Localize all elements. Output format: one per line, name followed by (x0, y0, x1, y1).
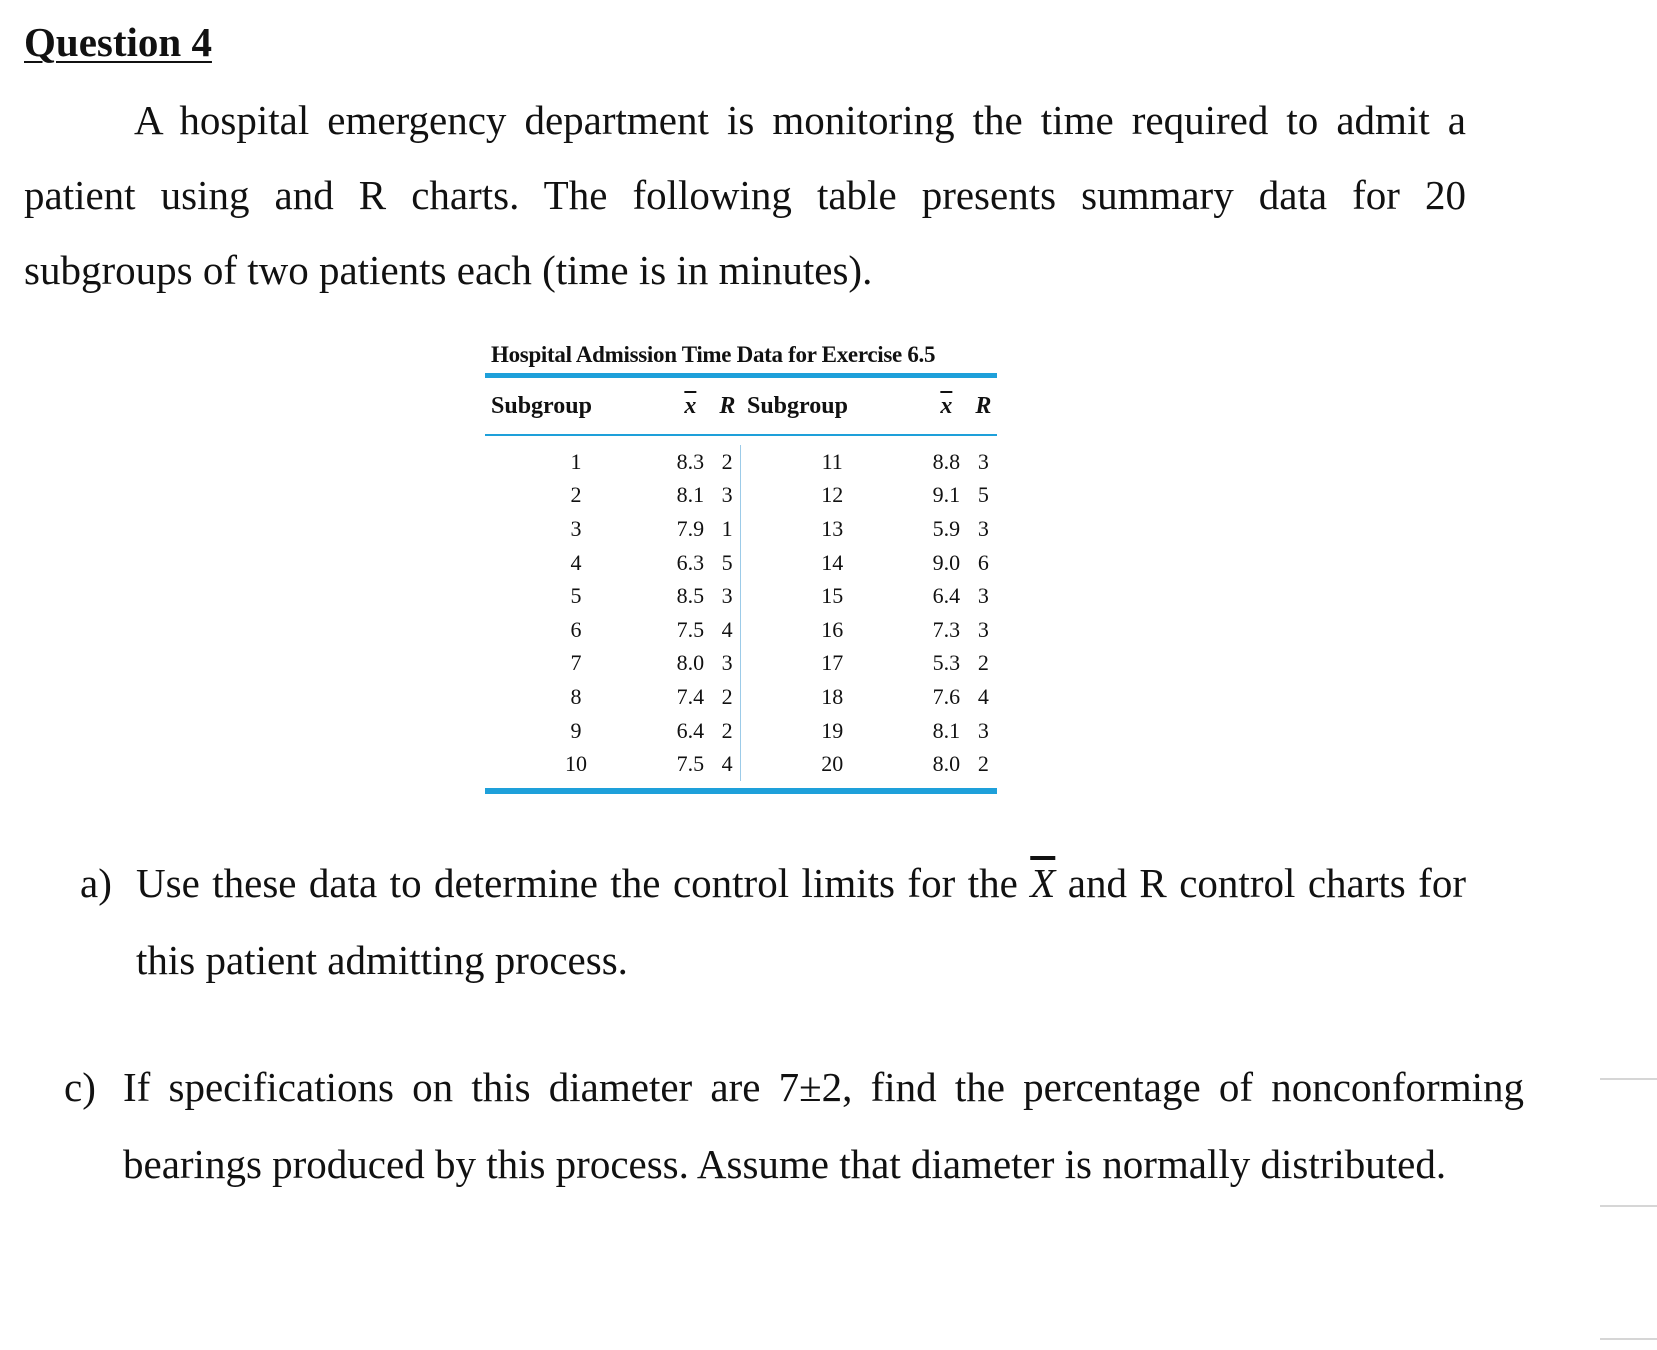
table-row (485, 579, 997, 613)
cell-subgroup: 9 (570, 717, 582, 743)
cell-range: 5 (977, 482, 989, 508)
cell-subgroup: 1 (570, 448, 582, 474)
cell-subgroup: 17 (821, 650, 844, 676)
cell-xbar: 7.9 (676, 515, 705, 541)
cell-xbar: 6.4 (932, 583, 961, 609)
cell-range: 3 (714, 647, 741, 681)
header-xbar-right: $\overline{x}$ (923, 376, 970, 436)
cell-range: 3 (977, 717, 989, 743)
cell-range: 3 (977, 448, 989, 474)
cell-xbar: 7.5 (676, 616, 705, 642)
cell-range: 4 (977, 683, 989, 709)
question-c (64, 1049, 1524, 1203)
xbar-symbol: $\overline{X}$ (1030, 860, 1056, 906)
cell-xbar: 5.9 (932, 515, 961, 541)
cell-subgroup: 4 (570, 549, 582, 575)
table-row (485, 714, 997, 748)
cell-subgroup: 10 (564, 751, 587, 777)
table-row (485, 613, 997, 647)
cell-xbar: 8.8 (932, 448, 961, 474)
cell-range: 3 (977, 515, 989, 541)
margin-rule (1600, 1078, 1657, 1080)
cell-subgroup: 16 (821, 616, 844, 642)
cell-range: 2 (714, 445, 741, 479)
cell-xbar: 8.0 (676, 650, 705, 676)
cell-xbar: 5.3 (932, 650, 961, 676)
cell-xbar: 8.5 (676, 583, 705, 609)
question-a-text: Use these data to determine the control limits for the $\overline{X}$ and R control charts for this patient admitting process. (136, 860, 1466, 983)
table-spacer (485, 781, 997, 791)
header-subgroup-left: Subgroup (485, 376, 667, 436)
cell-xbar: 9.1 (932, 482, 961, 508)
table-row (485, 647, 997, 681)
cell-subgroup: 7 (570, 650, 582, 676)
cell-xbar: 7.3 (932, 616, 961, 642)
cell-xbar: 9.0 (932, 549, 961, 575)
question-a (80, 845, 1466, 999)
cell-xbar: 6.3 (676, 549, 705, 575)
table-row (485, 680, 997, 714)
cell-range: 1 (714, 512, 741, 546)
table-spacer (485, 435, 997, 445)
table-row (485, 546, 997, 580)
cell-subgroup: 6 (570, 616, 582, 642)
table-row (485, 479, 997, 513)
cell-range: 2 (714, 714, 741, 748)
intro-paragraph: A hospital emergency department is monitoring the time required to admit a patient using and R charts. The following table presents summary data for 20 subgroups of two patients each (time is in minutes). (24, 97, 1466, 293)
cell-subgroup: 8 (570, 683, 582, 709)
table-row (485, 445, 997, 479)
cell-subgroup: 14 (821, 549, 844, 575)
question-c-text: If specifications on this diameter are 7±2, find the percentage of nonconforming bearings produced by this process. Assume that diameter is normally distributed. (123, 1064, 1524, 1187)
table-title: Hospital Admission Time Data for Exercise 6.5 (491, 342, 936, 367)
cell-subgroup: 11 (821, 448, 843, 474)
header-xbar-left: $\overline{x}$ (667, 376, 714, 436)
question-c-label: c) (64, 1064, 96, 1110)
cell-xbar: 8.1 (932, 717, 961, 743)
cell-xbar: 6.4 (676, 717, 705, 743)
cell-range: 2 (977, 751, 989, 777)
header-subgroup-right: Subgroup (741, 376, 923, 436)
table-row (485, 512, 997, 546)
cell-subgroup: 18 (821, 683, 844, 709)
margin-rule (1600, 1205, 1657, 1207)
cell-xbar: 8.1 (676, 482, 705, 508)
cell-range: 5 (714, 546, 741, 580)
cell-range: 4 (714, 747, 741, 781)
cell-subgroup: 2 (570, 482, 582, 508)
cell-subgroup: 15 (821, 583, 844, 609)
cell-subgroup: 20 (821, 751, 844, 777)
table-row (485, 747, 997, 781)
cell-subgroup: 12 (821, 482, 844, 508)
header-range-left: R (714, 376, 741, 436)
cell-subgroup: 5 (570, 583, 582, 609)
cell-xbar: 8.0 (932, 751, 961, 777)
cell-xbar: 7.4 (676, 683, 705, 709)
cell-xbar: 8.3 (676, 448, 705, 474)
cell-range: 2 (714, 680, 741, 714)
cell-subgroup: 13 (821, 515, 844, 541)
question-a-label: a) (80, 860, 112, 906)
cell-range: 3 (714, 579, 741, 613)
cell-range: 3 (977, 616, 989, 642)
margin-rule (1600, 1338, 1657, 1340)
cell-range: 6 (977, 549, 989, 575)
table-header-row (485, 376, 997, 436)
cell-range: 4 (714, 613, 741, 647)
cell-xbar: 7.6 (932, 683, 961, 709)
cell-range: 3 (977, 583, 989, 609)
question-heading: Question 4 (24, 19, 212, 65)
cell-range: 2 (977, 650, 989, 676)
cell-subgroup: 19 (821, 717, 844, 743)
header-range-right: R (970, 376, 997, 436)
cell-subgroup: 3 (570, 515, 582, 541)
cell-range: 3 (714, 479, 741, 513)
admission-time-table (485, 373, 997, 794)
cell-xbar: 7.5 (676, 751, 705, 777)
